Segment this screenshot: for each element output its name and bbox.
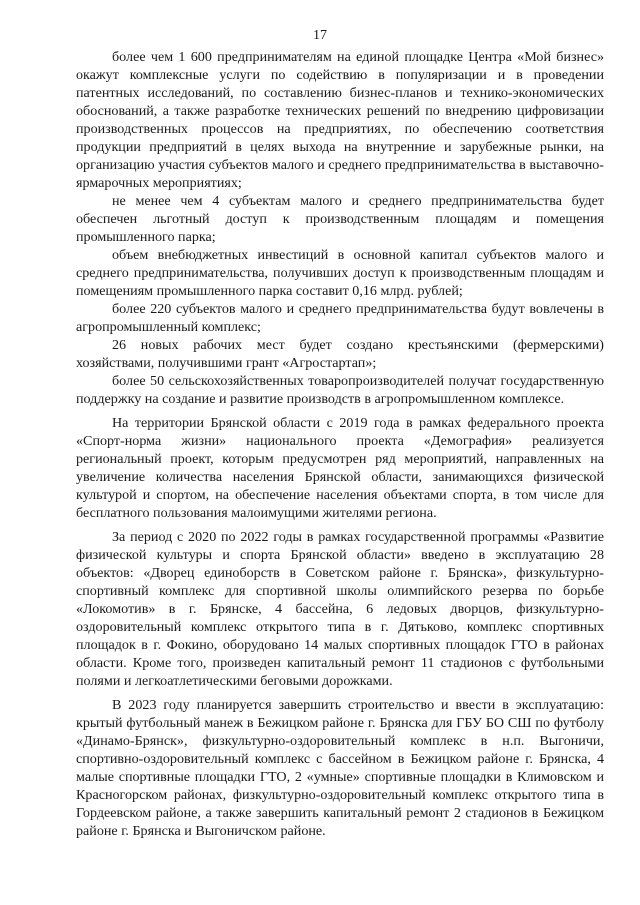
paragraph-investment-volume: объем внебюджетных инвестиций в основной капитал субъектов малого и среднего предпринимательства, получивших доступ к производственным площадям и помещениям промышленного парка составит 0,16 млрд. рублей; — [76, 247, 604, 299]
paragraph-agrostartap-jobs: 26 новых рабочих мест будет создано крестьянскими (фермерскими) хозяйствами, получившими грант «Агростартап»; — [76, 337, 604, 371]
paragraph-agro-producers-support: более 50 сельскохозяйственных товаропроизводителей получат государственную поддержку на создание и развитие производств в агропромышленном комплексе. — [76, 373, 604, 407]
paragraph-sport-project: На территории Брянской области с 2019 года в рамках федерального проекта «Спорт-норма жизни» национального проекта «Демография» реализуется региональный проект, которым предусмотрен ряд мероприятий, направленных на увеличение количества населения Брянской области, занимающихся физической культурой и спортом, на обеспечение населения объектами спорта, в том числе для бесплатного пользования малоимущими жителями региона. — [76, 415, 604, 521]
paragraph-sport-plans-2023: В 2023 году планируется завершить строительство и ввести в эксплуатацию: крытый футбольный манеж в Бежицком районе г. Брянска для ГБУ БО СШ по футболу «Динамо-Брянск», физкультурно-оздоровительный комплекс в н.п. Выгоничи, спортивно-оздоровительный комплекс с бассейном в Бежицком районе г. Брянска, 4 малые спортивные площадки ГТО, 2 «умные» спортивные площадки в Климовском и Красногорском районах, физкультурно-оздоровительный комплекс открытого типа в Гордеевском районе, а также завершить капитальный ремонт 2 стадионов в Бежицком районе г. Брянска и Выгоничском районе. — [76, 697, 604, 839]
paragraph-agro-involvement: более 220 субъектов малого и среднего предпринимательства будут вовлечены в агропромышленный комплекс; — [76, 301, 604, 335]
paragraph-sport-facilities-2020-2022: За период с 2020 по 2022 годы в рамках государственной программы «Развитие физической культуры и спорта Брянской области» введено в эксплуатацию 28 объектов: «Дворец единоборств в Советском районе г. Брянска», физкультурно-спортивный комплекс для спортивной школы олимпийского резерва по борьбе «Локомотив» в г. Брянске, 4 бассейна, 6 ледовых дворцов, физкультурно-оздоровительный комплекс открытого типа в г. Дятьково, комплекс спортивных площадок в г. Фокино, оборудовано 14 малых спортивных площадок ГТО в районах области. Кроме того, произведен капитальный ремонт 11 стадионов с футбольными полями и легкоатлетическими беговыми дорожками. — [76, 529, 604, 689]
paragraph-industrial-park-access: не менее чем 4 субъектам малого и среднего предпринимательства будет обеспечен льготный доступ к производственным площадям и помещения промышленного парка; — [76, 193, 604, 245]
paragraph-business-support: более чем 1 600 предпринимателям на единой площадке Центра «Мой бизнес» окажут комплексные услуги по содействию в популяризации и в проведении патентных исследований, по составлению бизнес-планов и технико-экономических обоснований, а также разработке технических решений по внедрению цифровизации производственных процессов на предприятиях, по обеспечению соответствия продукции предприятий в целях выхода на внутренние и зарубежные рынки, на организацию участия субъектов малого и среднего предпринимательства в выставочно-ярмарочных мероприятиях; — [76, 49, 604, 191]
body-text — [76, 48, 604, 840]
page-number: 17 — [313, 28, 327, 43]
